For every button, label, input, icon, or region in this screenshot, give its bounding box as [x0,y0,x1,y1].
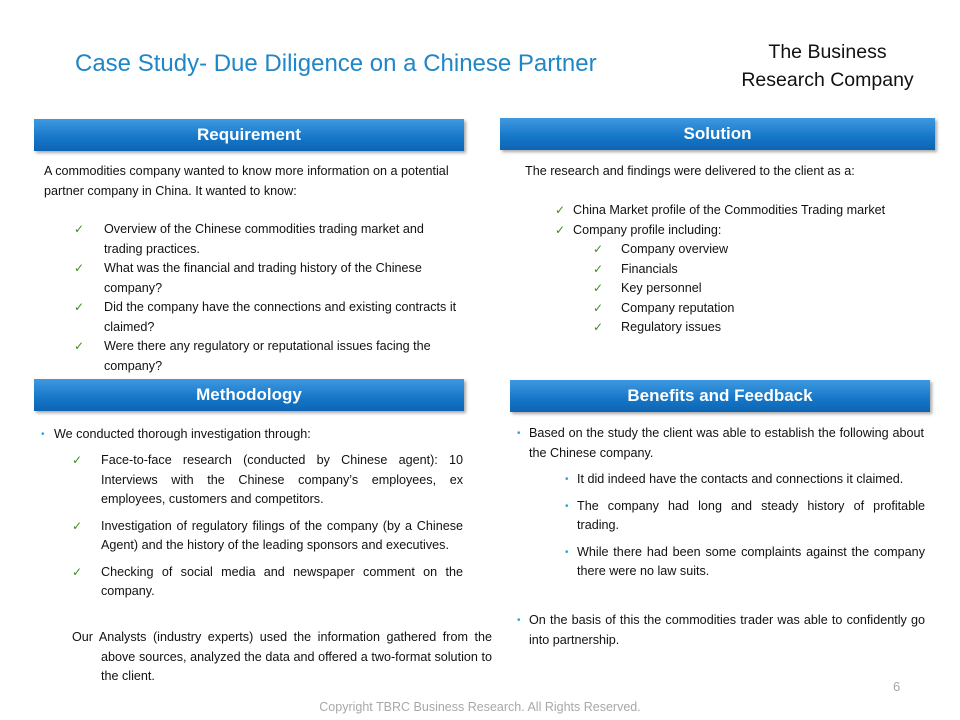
solution-subitem: Company reputation [621,300,735,315]
checkmark-icon: ✓ [72,453,83,467]
list-item [565,497,925,536]
checkmark-icon: ✓ [593,242,604,256]
requirement-item: Overview of the Chinese commodities trading market and trading practices. [104,222,424,256]
checkmark-icon: ✓ [74,339,85,353]
list-item [593,240,903,260]
requirement-item: Were there any regulatory or reputational issues facing the company? [104,339,431,373]
bullet-icon: • [517,615,521,626]
methodology-item: Checking of social media and newspaper comment on the company. [101,564,463,598]
requirement-intro: A commodities company wanted to know more information on a potential partner company in China. It wanted to know: [44,164,449,198]
methodology-intro-row [41,425,464,445]
checkmark-icon: ✓ [555,222,566,237]
solution-subitem: Financials [621,261,678,276]
checkmark-icon: ✓ [72,564,83,579]
list-item [74,220,459,259]
methodology-intro: We conducted thorough investigation through: [54,427,311,441]
list-item [593,279,903,299]
methodology-list [72,451,463,602]
solution-intro: The research and findings were delivered to the client as a: [525,164,855,178]
company-name [720,38,935,94]
checkmark-icon: ✓ [74,300,85,314]
solution-subitem: Company overview [621,242,729,256]
list-item [593,318,903,338]
list-item [74,337,459,376]
list-item [593,299,903,319]
footer-copyright: Copyright TBRC Business Research. All Rights Reserved. [319,700,641,714]
benefits-intro-row [517,424,924,463]
list-item [72,517,463,556]
checkmark-icon: ✓ [72,518,83,533]
bullet-icon: • [565,500,569,512]
company-name-line1: The Business [768,41,887,63]
list-item [565,470,925,490]
page-title: Case Study- Due Diligence on a Chinese Partner [75,50,597,77]
bullet-icon: • [565,474,569,485]
methodology-item: Investigation of regulatory filings of the company (by a Chinese Agent) and the history of the leading sponsors and executives. [101,518,463,552]
checkmark-icon: ✓ [74,261,85,275]
solution-item: Company profile including: [573,222,722,237]
list-item [555,201,903,221]
list-item [72,563,463,602]
checkmark-icon: ✓ [593,281,604,295]
requirement-list [74,220,459,376]
solution-banner: Solution [500,118,935,150]
benefits-sublist [565,470,925,582]
checkmark-icon: ✓ [593,320,604,334]
benefits-intro: Based on the study the client was able to establish the following about the Chinese company. [529,426,924,460]
bullet-icon: • [41,429,45,440]
methodology-item: Face-to-face research (conducted by Chinese agent): 10 Interviews with the Chinese company’s employees, ex employees, customers and competitors. [101,453,463,506]
methodology-banner: Methodology [34,379,464,411]
bullet-icon: • [517,428,521,439]
solution-list [555,201,903,338]
solution-sublist [593,240,903,338]
list-item [74,259,459,298]
page-number: 6 [893,679,901,694]
list-item [555,221,903,241]
list-item [593,260,903,280]
checkmark-icon: ✓ [593,261,604,276]
methodology-closing: Our Analysts (industry experts) used the information gathered from the above sources, analyzed the data and offered a two-format solution to the client. [72,630,492,683]
benefits-subitem: The company had long and steady history of profitable trading. [577,498,925,532]
solution-subitem: Regulatory issues [621,320,722,334]
benefits-subitem: It did indeed have the contacts and connections it claimed. [577,472,904,486]
requirement-item: What was the financial and trading history of the Chinese company? [104,261,422,295]
list-item [74,298,459,337]
benefits-subitem: While there had been some complaints against the company there were no law suits. [577,544,925,578]
list-item [565,543,925,582]
bullet-icon: • [565,546,569,558]
list-item [72,451,463,510]
solution-item: China Market profile of the Commodities Trading market [573,203,886,217]
checkmark-icon: ✓ [555,203,566,217]
benefits-closing-row [517,611,925,650]
company-name-line2: Research Company [741,69,914,91]
benefits-banner: Benefits and Feedback [510,380,930,412]
requirement-item: Did the company have the connections and existing contracts it claimed? [104,300,457,334]
checkmark-icon: ✓ [593,300,604,315]
checkmark-icon: ✓ [74,222,85,236]
requirement-banner: Requirement [34,119,464,151]
solution-subitem: Key personnel [621,281,702,295]
benefits-closing: On the basis of this the commodities trader was able to confidently go into partnership. [529,613,925,647]
